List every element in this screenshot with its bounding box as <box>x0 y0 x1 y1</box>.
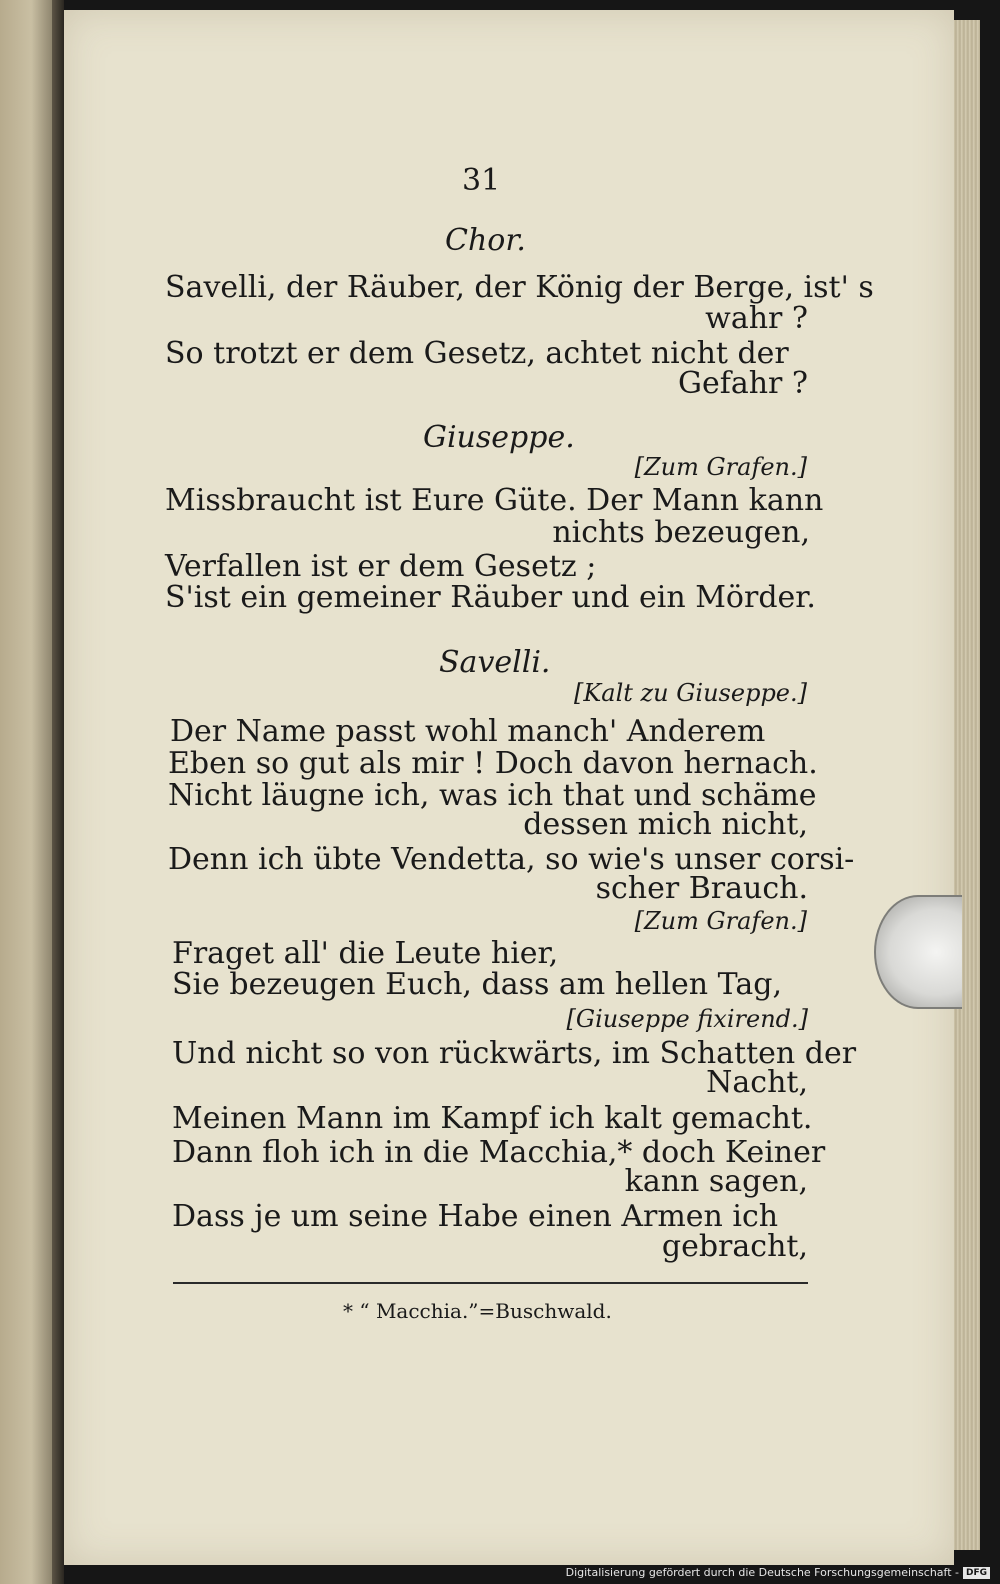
left-page-edge <box>0 0 52 1584</box>
verse-line: Gefahr ? <box>678 366 808 401</box>
verse-line: nichts bezeugen, <box>552 515 810 550</box>
footnote: * “ Macchia.”=Buschwald. <box>343 1299 612 1323</box>
verse-line: dessen mich nicht, <box>523 807 808 842</box>
verse-line: Meinen Mann im Kampf ich kalt gemacht. <box>172 1101 813 1136</box>
verse-line: Der Name passt wohl manch' Anderem <box>170 714 766 749</box>
footnote-rule <box>173 1282 808 1284</box>
verse-line: So trotzt er dem Gesetz, achtet nicht der <box>165 336 789 371</box>
verse-line: Dass je um seine Habe einen Armen ich <box>172 1199 779 1234</box>
verse-line: Fraget all' die Leute hier, <box>172 936 559 971</box>
stage-direction: [Kalt zu Giuseppe.] <box>573 679 807 707</box>
verse-line: gebracht, <box>661 1229 808 1264</box>
verse-line: Nacht, <box>706 1065 808 1100</box>
verse-line: Sie bezeugen Euch, dass am hellen Tag, <box>172 967 782 1002</box>
credit-text: Digitalisierung gefördert durch die Deutsche Forschungsgemeinschaft - <box>565 1566 959 1579</box>
verse-line: Eben so gut als mir ! Doch davon hernach. <box>168 746 818 781</box>
book-gutter <box>52 0 64 1584</box>
page-number: 31 <box>462 163 501 198</box>
verse-line: Denn ich übte Vendetta, so wie's unser corsi- <box>168 842 855 877</box>
speaker-savelli: Savelli. <box>439 645 551 680</box>
speaker-chor: Chor. <box>445 223 526 258</box>
dfg-logo: DFG <box>963 1567 990 1579</box>
verse-line: Nicht läugne ich, was ich that und schäme <box>168 778 817 813</box>
speaker-giuseppe: Giuseppe. <box>423 420 575 455</box>
verse-line: Missbraucht ist Eure Güte. Der Mann kann <box>165 483 824 518</box>
stage-direction: [Zum Grafen.] <box>634 453 807 481</box>
page-stack-edge <box>954 20 980 1550</box>
verse-line: Savelli, der Räuber, der König der Berge, ist' s <box>165 270 874 305</box>
verse-line: Dann floh ich in die Macchia,* doch Keiner <box>172 1135 826 1170</box>
verse-line: Verfallen ist er dem Gesetz ; <box>165 549 597 584</box>
verse-line: Und nicht so von rückwärts, im Schatten der <box>172 1036 857 1071</box>
stage-direction: [Zum Grafen.] <box>634 907 807 935</box>
digitization-credit <box>566 1566 990 1580</box>
page-clip <box>874 895 962 1009</box>
verse-line: S'ist ein gemeiner Räuber und ein Mörder. <box>165 580 816 615</box>
verse-line: scher Brauch. <box>595 871 808 906</box>
verse-line: wahr ? <box>705 301 808 336</box>
stage-direction: [Giuseppe fixirend.] <box>566 1005 808 1033</box>
verse-line: kann sagen, <box>624 1164 808 1199</box>
